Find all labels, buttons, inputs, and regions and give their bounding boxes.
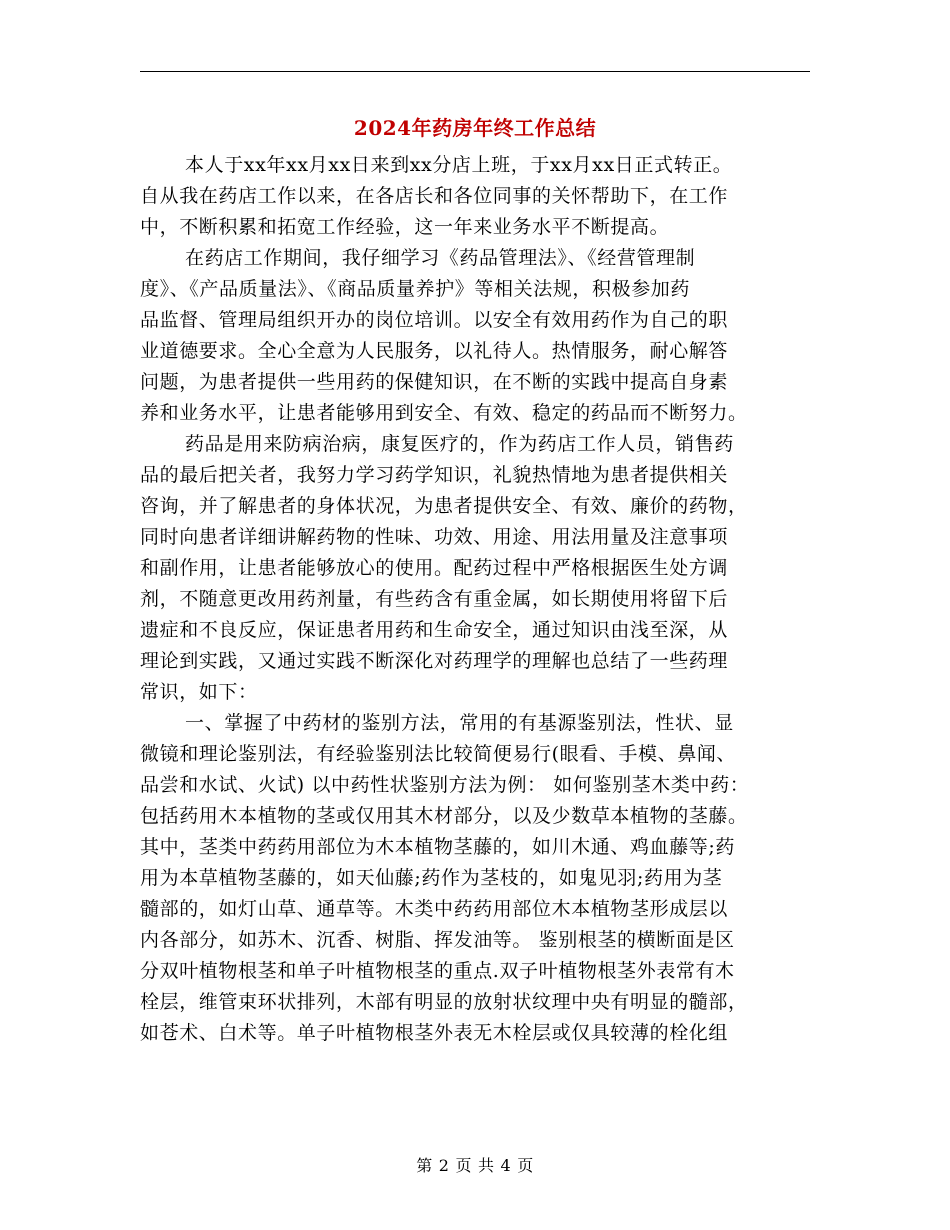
footer-current-page: 2 <box>438 1156 450 1175</box>
body-line: 髓部的，如灯山草、通草等。木类中药药用部位木本植物茎形成层以 <box>140 898 729 920</box>
body-line: 其中，茎类中药药用部位为木本植物茎藤的，如川木通、鸡血藤等;药 <box>140 836 736 858</box>
body-line: 栓层，维管束环状排列，木部有明显的放射状纹理中央有明显的髓部， <box>140 991 748 1013</box>
footer-suffix: 页 <box>517 1156 534 1175</box>
footer-page-word: 页 <box>455 1156 472 1175</box>
body-line: 在药店工作期间，我仔细学习《药品管理法》、《经营管理制 <box>185 247 696 269</box>
body-line: 品尝和水试、火试) 以中药性状鉴别方法为例： 如何鉴别茎木类中药： <box>140 774 750 796</box>
body-line: 同时向患者详细讲解药物的性味、功效、用途、用法用量及注意事项 <box>140 526 729 548</box>
footer-total-pages: 4 <box>500 1156 512 1175</box>
body-line: 养和业务水平，让患者能够用到安全、有效、稳定的药品而不断努力。 <box>140 402 748 424</box>
body-line: 剂，不随意更改用药剂量，有些药含有重金属，如长期使用将留下后 <box>140 588 729 610</box>
body-line: 遗症和不良反应，保证患者用药和生命安全，通过知识由浅至深，从 <box>140 619 729 641</box>
body-line: 和副作用，让患者能够放心的使用。配药过程中严格根据医生处方调 <box>140 557 729 579</box>
body-line: 本人于xx年xx月xx日来到xx分店上班，于xx月xx日正式转正。 <box>185 154 733 176</box>
footer-total-word: 共 <box>478 1156 495 1175</box>
body-line: 内各部分，如苏木、沉香、树脂、挥发油等。 鉴别根茎的横断面是区 <box>140 929 735 951</box>
body-line: 药品是用来防病治病，康复医疗的，作为药店工作人员，销售药 <box>185 433 734 455</box>
document-body <box>140 150 816 1049</box>
page-footer <box>0 1153 950 1176</box>
body-line: 用为本草植物茎藤的，如天仙藤;药作为茎枝的，如鬼见羽;药用为茎 <box>140 867 723 889</box>
header-rule <box>140 71 810 72</box>
body-line: 理论到实践，又通过实践不断深化对药理学的理解也总结了一些药理 <box>140 650 729 672</box>
body-line: 如苍术、白术等。单子叶植物根茎外表无木栓层或仅具较薄的栓化组 <box>140 1022 729 1044</box>
body-line: 常识，如下： <box>140 681 258 703</box>
body-line: 一、掌握了中药材的鉴别方法，常用的有基源鉴别法，性状、显 <box>185 712 734 734</box>
body-line: 品的最后把关者，我努力学习药学知识，礼貌热情地为患者提供相关 <box>140 464 729 486</box>
body-line: 品监督、管理局组织开办的岗位培训。以安全有效用药作为自己的职 <box>140 309 729 331</box>
body-line: 问题，为患者提供一些用药的保健知识，在不断的实践中提高自身素 <box>140 371 729 393</box>
body-line: 度》、《产品质量法》、《商品质量养护》等相关法规，积极参加药 <box>140 278 691 300</box>
document-title: 2024年药房年终工作总结 <box>353 116 597 140</box>
body-line: 自从我在药店工作以来，在各店长和各位同事的关怀帮助下，在工作 <box>140 185 729 207</box>
body-line: 业道德要求。全心全意为人民服务，以礼待人。热情服务，耐心解答 <box>140 340 729 362</box>
body-line: 包括药用木本植物的茎或仅用其木材部分，以及少数草本植物的茎藤。 <box>140 805 748 827</box>
body-line: 咨询，并了解患者的身体状况，为患者提供安全、有效、廉价的药物， <box>140 495 748 517</box>
body-line: 分双叶植物根茎和单子叶植物根茎的重点.双子叶植物根茎外表常有木 <box>140 960 735 982</box>
body-line: 中，不断积累和拓宽工作经验，这一年来业务水平不断提高。 <box>140 216 670 238</box>
footer-prefix: 第 <box>416 1156 433 1175</box>
body-line: 微镜和理论鉴别法，有经验鉴别法比较简便易行(眼看、手模、鼻闻、 <box>140 743 737 765</box>
